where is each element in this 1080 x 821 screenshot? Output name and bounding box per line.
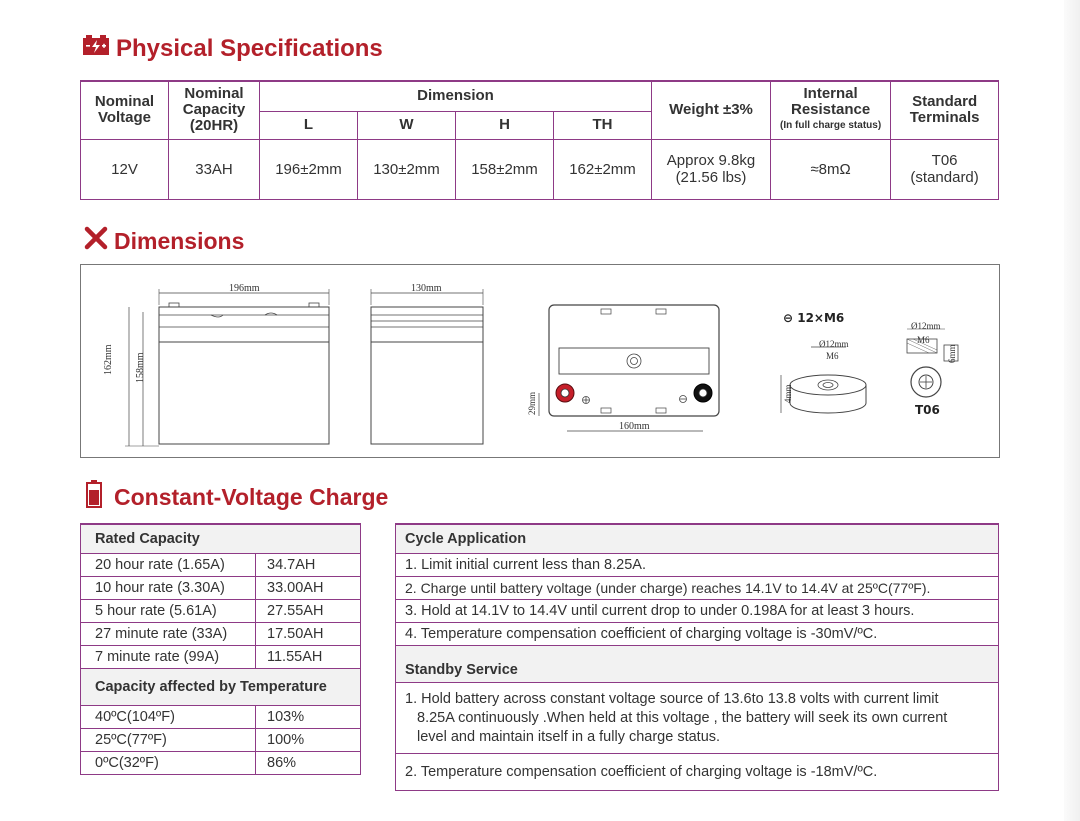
page-edge — [1064, 0, 1080, 821]
list-item — [396, 623, 999, 646]
value-resistance: ≈8mΩ — [771, 139, 891, 199]
list-item — [396, 554, 999, 577]
label-bolt-height: 4mm — [783, 384, 793, 403]
value-weight — [652, 139, 771, 199]
rated-value: 11.55AH — [256, 646, 361, 669]
side-view — [371, 289, 483, 444]
dimensions-drawing — [81, 265, 999, 457]
temp-condition: 25ºC(77ºF) — [81, 729, 256, 752]
rated-value: 17.50AH — [256, 623, 361, 646]
label-terminal-offset: 29mm — [527, 391, 537, 415]
internal-resistance-note: (In full charge status) — [780, 120, 882, 132]
dimensions-title: Dimensions — [114, 227, 245, 254]
temp-value: 100% — [256, 729, 361, 752]
rated-value: 33.00AH — [256, 577, 361, 600]
dimensions-heading — [84, 226, 244, 256]
table-row — [81, 729, 361, 752]
label-height: 158mm — [135, 352, 146, 383]
battery-icon — [86, 480, 102, 514]
capacity-table — [80, 523, 361, 775]
header-dimension: Dimension — [260, 81, 652, 111]
physical-title: Physical Specifications — [116, 34, 383, 62]
value-terminal — [891, 139, 999, 199]
header-weight: Weight ±3% — [652, 81, 771, 139]
t06-terminal-detail — [907, 329, 958, 397]
bolt-detail — [781, 347, 866, 413]
weight-kg: Approx 9.8kg — [666, 152, 756, 169]
header-standard-terminals: Standard Terminals — [891, 81, 999, 139]
value-capacity: 33AH — [169, 139, 260, 199]
rated-capacity-label: Rated Capacity — [81, 524, 361, 554]
cycle-step: 1. Limit initial current less than 8.25A. — [396, 554, 999, 577]
label-t-dia: Ø12mm — [911, 321, 941, 331]
bolt-spec-text: 12×M6 — [797, 311, 845, 325]
cycle-application-label: Cycle Application — [396, 524, 999, 554]
rated-rate: 5 hour rate (5.61A) — [81, 600, 256, 623]
standby-step: 2. Temperature compensation coefficient of charging voltage is -18mV/ºC. — [396, 754, 999, 791]
value-th: 162±2mm — [554, 139, 652, 199]
table-row — [81, 600, 361, 623]
physical-specifications-heading — [82, 34, 383, 63]
standby-service-label: Standby Service — [396, 646, 999, 683]
value-voltage: 12V — [81, 139, 169, 199]
bolt-spec-label: ⊖ 12×M6 — [783, 311, 845, 325]
list-item — [396, 754, 999, 791]
list-item — [396, 683, 999, 754]
battery-bolt-icon — [82, 34, 110, 63]
rated-rate: 20 hour rate (1.65A) — [81, 554, 256, 577]
table-row — [81, 623, 361, 646]
cycle-step: 3. Hold at 14.1V to 14.4V until current drop to under 0.198A for at least 3 hours. — [396, 600, 999, 623]
header-nominal-voltage: Nominal Voltage — [81, 81, 169, 139]
label-terminal-spacing: 160mm — [619, 421, 650, 432]
table-row — [81, 646, 361, 669]
value-h: 158±2mm — [456, 139, 554, 199]
charge-heading — [86, 480, 388, 514]
temp-value: 86% — [256, 752, 361, 775]
terminal-name-label: T06 — [915, 403, 940, 417]
label-t-height: 6mm — [947, 344, 957, 363]
cross-tools-icon — [84, 226, 108, 256]
terminal-note: (standard) — [910, 169, 979, 186]
rated-rate: 27 minute rate (33A) — [81, 623, 256, 646]
header-h: H — [456, 111, 554, 139]
label-length: 196mm — [229, 283, 260, 294]
temp-condition: 40ºC(104ºF) — [81, 706, 256, 729]
internal-resistance-label: Internal Resistance — [791, 85, 871, 119]
table-row — [81, 577, 361, 600]
top-view — [539, 305, 719, 431]
label-total-height: 162mm — [103, 344, 114, 375]
rated-rate: 10 hour rate (3.30A) — [81, 577, 256, 600]
weight-lbs: (21.56 lbs) — [675, 169, 747, 186]
header-w: W — [358, 111, 456, 139]
value-w: 130±2mm — [358, 139, 456, 199]
temp-condition: 0ºC(32ºF) — [81, 752, 256, 775]
header-nominal-capacity: Nominal Capacity (20HR) — [169, 81, 260, 139]
cycle-step: 4. Temperature compensation coefficient of charging voltage is -30mV/ºC. — [396, 623, 999, 646]
front-view — [125, 289, 329, 446]
terminal-type: T06 — [931, 152, 958, 169]
temp-value: 103% — [256, 706, 361, 729]
list-item — [396, 577, 999, 600]
temperature-label: Capacity affected by Temperature — [81, 669, 361, 706]
rated-value: 34.7AH — [256, 554, 361, 577]
table-row — [81, 706, 361, 729]
header-th: TH — [554, 111, 652, 139]
label-bolt-dia: Ø12mm — [819, 339, 849, 349]
rated-value: 27.55AH — [256, 600, 361, 623]
header-l: L — [260, 111, 358, 139]
header-internal-resistance — [771, 81, 891, 139]
value-l: 196±2mm — [260, 139, 358, 199]
standby-step-text: 1. Hold battery across constant voltage source of 13.6to 13.8 volts with current limit 8.25A continuously .When held at this voltage , the battery will seek its own current level and maintain itself in a fully charge status. — [405, 690, 948, 745]
list-item — [396, 600, 999, 623]
table-row — [81, 554, 361, 577]
label-bolt-thread: M6 — [826, 351, 839, 361]
label-t-thread: M6 — [917, 335, 930, 345]
standby-step — [396, 683, 999, 754]
table-row — [81, 752, 361, 775]
physical-spec-table — [80, 80, 999, 200]
cycle-step: 2. Charge until battery voltage (under charge) reaches 14.1V to 14.4V at 25ºC(77ºF). — [396, 577, 999, 600]
dimensions-drawing-box — [80, 264, 1000, 458]
label-width: 130mm — [411, 283, 442, 294]
rated-rate: 7 minute rate (99A) — [81, 646, 256, 669]
cycle-standby-table — [395, 523, 999, 791]
charge-title: Constant-Voltage Charge — [114, 483, 389, 510]
